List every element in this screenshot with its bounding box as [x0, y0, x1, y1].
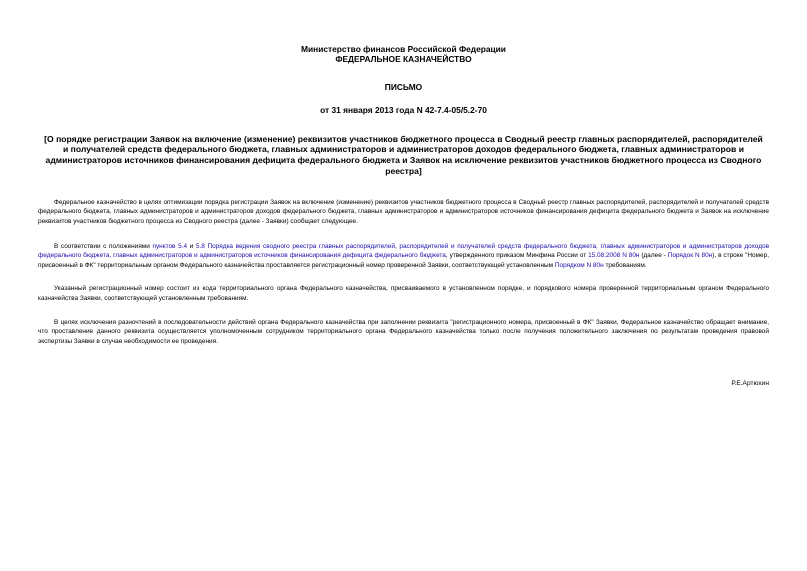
paragraph-number-structure: Указанный регистрационный номер состоит из кода территориального органа Федерального казначейства, присваиваемого в установленном порядке, и порядкового номера проверенной территориальным органом Федерального казначейства Заявки, соответствующей установленным требованиям.	[38, 285, 769, 302]
document-page	[38, 44, 769, 346]
document-type: ПИСЬМО	[384, 81, 423, 92]
document-subject: [О порядке регистрации Заявок на включение (изменение) реквизитов участников бюджетного процесса в Сводный реестр главных распорядителей, распорядителей и получателей средств федерального бюджета, главных администраторов и администраторов доходов федерального бюджета, главных администраторов и администраторов источников финансирования дефицита федерального бюджета и Заявок на исключение реквизитов участников бюджетного процесса из Сводного реестра]	[44, 133, 763, 177]
link-order-80n-date[interactable]: 15.08.2008 N 80н	[588, 252, 640, 260]
p2-text-5: ), в строке "Номер, присвоенный в ФК" территориальным органом Федерального казначейства проставляется регистрационный номер проверенной Заявки, соответствующей установленным	[38, 252, 769, 269]
p2-text-2: и	[187, 242, 196, 250]
link-clause-5-8-procedure[interactable]: 5.8 Порядка ведения сводного реестра главных распорядителей, распорядителей и получателей средств федерального бюджета, главных администраторов и администраторов доходов федерального бюджета, главных администраторов и администраторов источников финансирования дефицита федерального бюджета	[38, 242, 769, 260]
ministry-name: Министерство финансов Российской Федерации	[301, 44, 506, 54]
treasury-name: ФЕДЕРАЛЬНОЕ КАЗНАЧЕЙСТВО	[335, 54, 472, 65]
paragraph-intro: Федеральное казначейство в целях оптимизации порядка регистрации Заявок на включение (изменение) реквизитов участников бюджетного процесса в Сводный реестр главных распорядителей, распорядителей и получателей средств федерального бюджета, главных администраторов и администраторов доходов федерального бюджета, главных администраторов и администраторов источников финансирования дефицита федерального бюджета и Заявок на исключение реквизитов участников бюджетного процесса из Сводного реестра (далее - Заявки) сообщает следующее.	[38, 198, 769, 225]
paragraph-legal-review: В целях исключения разночтений в последовательности действий органа Федерального казначейства при заполнении реквизита "регистрационного номера, присвоенный в ФК" Заявки, Федеральное казначейство обращает внимание, что проставление данного реквизита осуществляется уполномоченным сотрудником территориального органа Федерального казначейства только после получения положительного заключения по результатам проведения правовой экспертизы Заявки в случае необходимости ее проведения.	[38, 318, 769, 345]
document-date-number: от 31 января 2013 года N 42-7.4-05/5.2-70	[320, 105, 487, 116]
link-procedure-80n[interactable]: Порядок N 80н	[667, 252, 713, 260]
p2-text-6: требованиям.	[603, 261, 647, 269]
link-procedure-80n-requirements[interactable]: Порядком N 80н	[554, 261, 604, 269]
link-clause-5-4[interactable]: пунктов 5.4	[152, 242, 188, 250]
p2-text-4: (далее -	[639, 252, 668, 260]
p2-text-1: В соответствии с положениями	[54, 242, 153, 250]
signature-name: Р.Е.Артюхин	[731, 380, 769, 387]
p2-text-3: , утвержденного приказом Минфина России от	[445, 252, 589, 260]
paragraph-registration-rule	[38, 242, 769, 271]
